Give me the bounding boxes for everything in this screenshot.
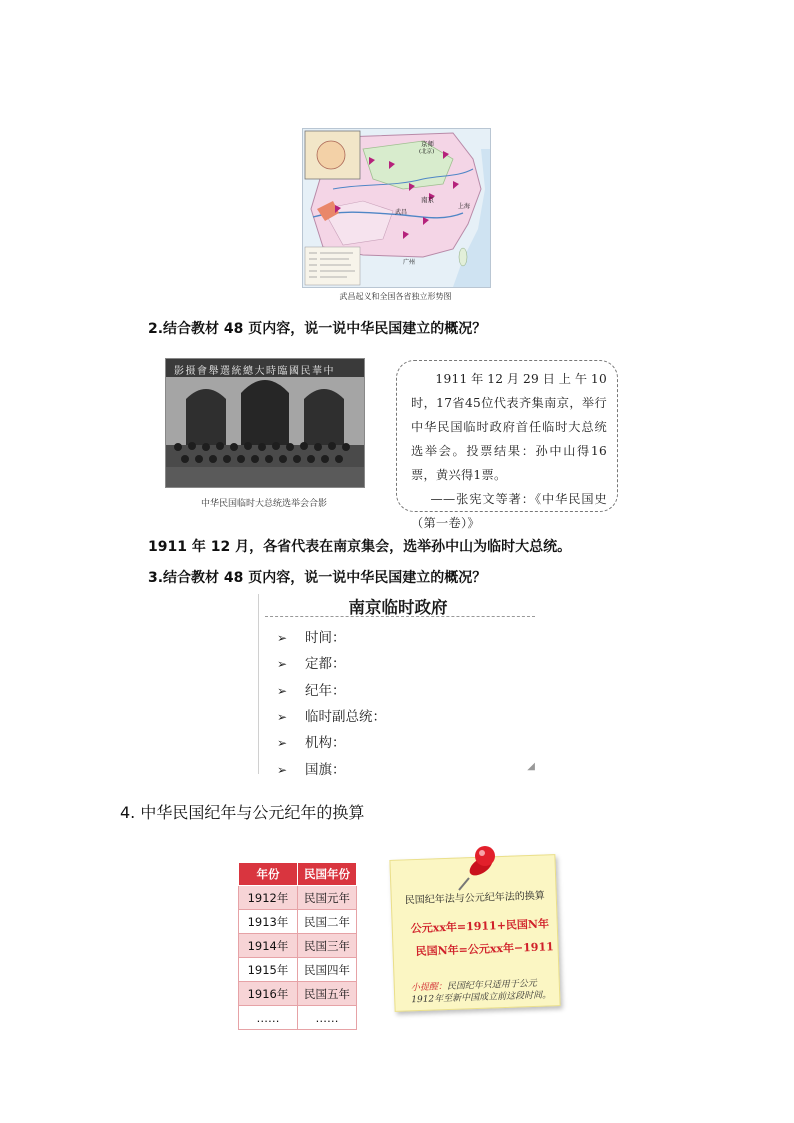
formula-roc-to-ad: 民国N年=公元xx年−1911	[415, 940, 554, 959]
map-label-beijing: 京师	[421, 140, 434, 148]
table-header-row	[239, 863, 357, 886]
map-label-nanjing: 南京	[421, 196, 434, 204]
election-photo	[165, 358, 365, 488]
arrow-icon: ➢	[277, 684, 288, 698]
table-row: 1916年 民国五年	[239, 982, 357, 1006]
note-title: 民国纪年法与公元纪年法的换算	[404, 890, 545, 907]
nanjing-item-calendar: ➢ 纪年：	[277, 683, 346, 699]
formula-ad-to-roc: 公元xx年=1911+民国N年	[410, 917, 550, 936]
quote-box	[396, 360, 618, 530]
nanjing-item-institutions: ➢ 机构：	[277, 735, 346, 751]
pushpin-icon	[455, 842, 505, 892]
arrow-icon: ➢	[277, 657, 288, 671]
arrow-icon: ➢	[277, 631, 288, 645]
photo-caption: 中华民国临时大总统选举会合影	[200, 499, 327, 509]
quote-text: 1911年12月29日上午10 时，17省45位代表齐集南京，举行中华民国临时政府首任临时大总统选举会。投票结果：孙中山得16票，黄兴得1票。	[411, 372, 607, 482]
map-label-shanghai: 上海	[458, 203, 471, 210]
table-row: 1912年 民国元年	[239, 886, 357, 910]
question-2: 2.结合教材 48 页内容，说一说中华民国建立的概况？	[148, 321, 487, 337]
resize-handle-icon: ◢	[527, 761, 535, 772]
nanjing-item-capital: ➢ 定都：	[277, 656, 346, 672]
photo-graphic	[166, 359, 364, 487]
answer-2: 1911 年 12 月，各省代表在南京集会，选举孙中山为临时大总统。	[148, 539, 572, 555]
nanjing-title: 南京临时政府	[348, 598, 448, 617]
arrow-icon: ➢	[277, 710, 288, 724]
table-row: 1914年 民国三年	[239, 934, 357, 958]
nanjing-government-panel	[258, 594, 537, 778]
note-tip	[411, 977, 552, 1006]
tip-label: 小提醒：	[410, 982, 448, 994]
map-caption: 武昌起义和全国各省独立形势图	[339, 292, 452, 301]
uprising-map	[302, 128, 491, 288]
nanjing-divider	[265, 616, 535, 617]
nanjing-item-time: ➢ 时间：	[277, 630, 346, 646]
arrow-icon: ➢	[277, 736, 288, 750]
map-label-wuchang: 武昌	[395, 209, 408, 216]
nanjing-item-flag: ➢ 国旗：	[277, 762, 346, 778]
quote-source: ——张宪文等著：《中华民国史（第一卷）》	[411, 492, 607, 530]
section-4-heading: 4. 中华民国纪年与公元纪年的换算	[120, 803, 365, 822]
tip-text: 民国纪年只适用于公元1912年至新中国成立前这段时间。	[411, 978, 552, 1006]
map-label-guangzhou: 广州	[403, 259, 416, 266]
table-row: …… ……	[239, 1006, 357, 1030]
table-header: 年份	[239, 863, 298, 886]
photo-banner: 影摄會舉選統總大時臨國民華中	[174, 366, 335, 377]
arrow-icon: ➢	[277, 763, 288, 777]
table-header: 民国年份	[298, 863, 357, 886]
table-row: 1915年 民国四年	[239, 958, 357, 982]
question-3: 3.结合教材 48 页内容，说一说中华民国建立的概况？	[148, 570, 487, 586]
map-label-beijing-sub: (北京)	[419, 149, 435, 155]
year-conversion-table	[238, 862, 357, 1030]
table-row: 1913年 民国二年	[239, 910, 357, 934]
nanjing-item-vice-president: ➢ 临时副总统：	[277, 709, 386, 725]
